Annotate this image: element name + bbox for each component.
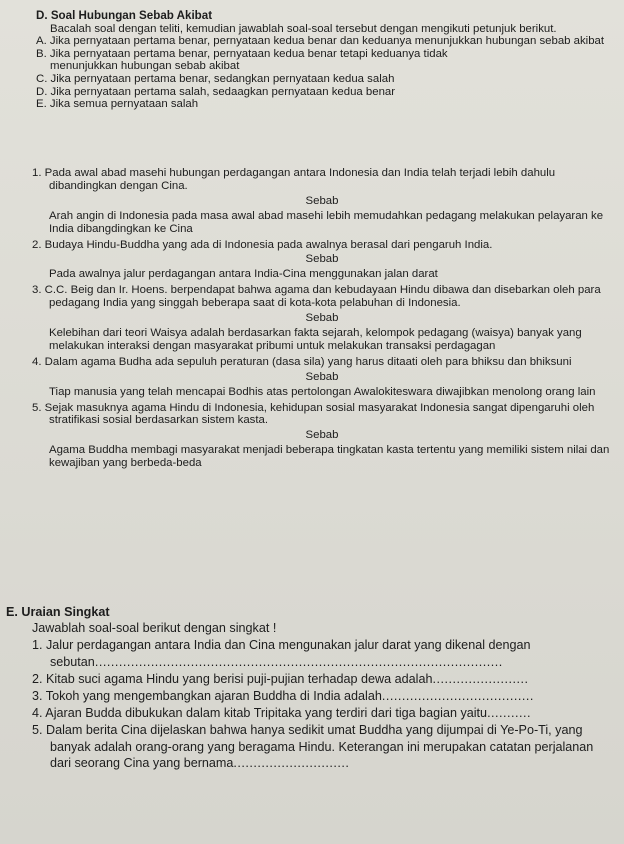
option-b: B. Jika pernyataan pertama benar, pernyataan kedua benar tetapi keduanya tidak <box>36 47 448 60</box>
question-e3-text: 3. Tokoh yang mengembangkan ajaran Buddha di India adalah <box>32 689 382 704</box>
option-b-continued: menunjukkan hubungan sebab akibat <box>50 60 240 73</box>
section-d-title: D. Soal Hubungan Sebab Akibat <box>36 9 213 22</box>
option-a: A. Jika pernyataan pertama benar, pernyataan kedua benar dan keduanya menunjukkan hubungan sebab akibat <box>36 35 605 48</box>
reason-d4: Tiap manusia yang telah mencapai Bodhis atas pertolongan Awalokiteswara diwajibkan menolong orang lain <box>49 385 596 398</box>
question-d5: 5. Sejak masuknya agama Hindu di Indonesia, kehidupan sosial masyarakat Indonesia sangat dipengaruhi oleh stratifikasi sosial berdasarkan sistem kasta. <box>32 401 595 427</box>
section-d <box>36 10 610 111</box>
question-e5 <box>6 722 616 771</box>
question-d3: 3. C.C. Beig dan Ir. Hoens. berpendapat bahwa agama dan kebudayaan Hindu dibawa dan disebarkan oleh para pedagang India yang singgah beberapa saat di kota-kota pelabuhan di Indonesia. <box>32 284 601 310</box>
section-e-instruction: Jawablah soal-soal berikut dengan singkat ! <box>32 621 277 636</box>
question-e4 <box>6 705 616 721</box>
question-d1: 1. Pada awal abad masehi hubungan perdagangan antara Indonesia dan India telah terjadi lebih dahulu dibandingkan dengan Cina. <box>32 167 556 192</box>
reason-d1: Arah angin di Indonesia pada masa awal abad masehi lebih memudahkan pedagang melakukan pelayaran ke India dibangdingkan ke Cina <box>49 209 604 235</box>
section-e <box>6 604 616 771</box>
question-e2 <box>6 671 616 687</box>
sebab-label: Sebab <box>305 312 339 325</box>
reason-d3: Kelebihan dari teori Waisya adalah berdasarkan fakta sejarah, kelompok pedagang (waisya) banyak yang melakukan interaksi dengan masyarakat pribumi untuk melakukan transaksi perdagagan <box>49 326 582 352</box>
reason-d5: Agama Buddha membagi masyarakat menjadi beberapa tingkatan kasta tertentu yang memiliki sistem nilai dan kewajiban yang berbeda-beda <box>49 444 610 470</box>
sebab-label: Sebab <box>305 253 339 266</box>
question-d4: 4. Dalam agama Budha ada sepuluh peraturan (dasa sila) yang harus ditaati oleh para bhiksu dan bhiksuni <box>32 355 572 368</box>
section-e-title: E. Uraian Singkat <box>6 605 110 619</box>
sebab-label: Sebab <box>305 194 339 207</box>
section-d-questions <box>32 164 612 470</box>
reason-d2: Pada awalnya jalur perdagangan antara India-Cina menggunakan jalan darat <box>49 268 438 281</box>
option-c: C. Jika pernyataan pertama benar, sedangkan pernyataan kedua salah <box>36 72 395 85</box>
question-e5-text: 5. Dalam berita Cina dijelaskan bahwa hanya sedikit umat Buddha yang dijumpai di Ye-Po-Ti, yang banyak adalah orang-orang yang beragama Hindu. Keterangan ini merupakan catatan perjalanan dari seorang Cina yang bernama <box>32 723 594 770</box>
answer-blank-e5: ............................. <box>233 755 350 770</box>
option-e: E. Jika semua pernyataan salah <box>36 98 199 111</box>
question-e2-text: 2. Kitab suci agama Hindu yang berisi puji-pujian terhadap dewa adalah <box>32 671 433 686</box>
answer-blank-e3: ...................................... <box>381 689 534 704</box>
question-e1 <box>6 637 616 669</box>
question-e3 <box>6 688 616 704</box>
section-d-instruction: Bacalah soal dengan teliti, kemudian jawablah soal-soal tersebut dengan mengikuti petunjuk berikut. <box>50 22 557 35</box>
answer-blank-e2: ........................ <box>432 671 529 686</box>
question-d2: 2. Budaya Hindu-Buddha yang ada di Indonesia pada awalnya berasal dari pengaruh India. <box>32 238 493 251</box>
question-e4-text: 4. Ajaran Budda dibukukan dalam kitab Tripitaka yang terdiri dari tiga bagian yaitu <box>32 706 488 721</box>
sebab-label: Sebab <box>305 370 339 383</box>
answer-blank-e4: ........... <box>487 706 532 721</box>
question-e1-text: 1. Jalur perdagangan antara India dan Cina mengunakan jalur darat yang dikenal dengan sebutan <box>32 638 531 669</box>
answer-blank-e1: ...................................................................................................... <box>94 654 503 669</box>
sebab-label: Sebab <box>305 429 339 442</box>
option-d: D. Jika pernyataan pertama salah, sedaagkan pernyataan kedua benar <box>36 85 396 98</box>
